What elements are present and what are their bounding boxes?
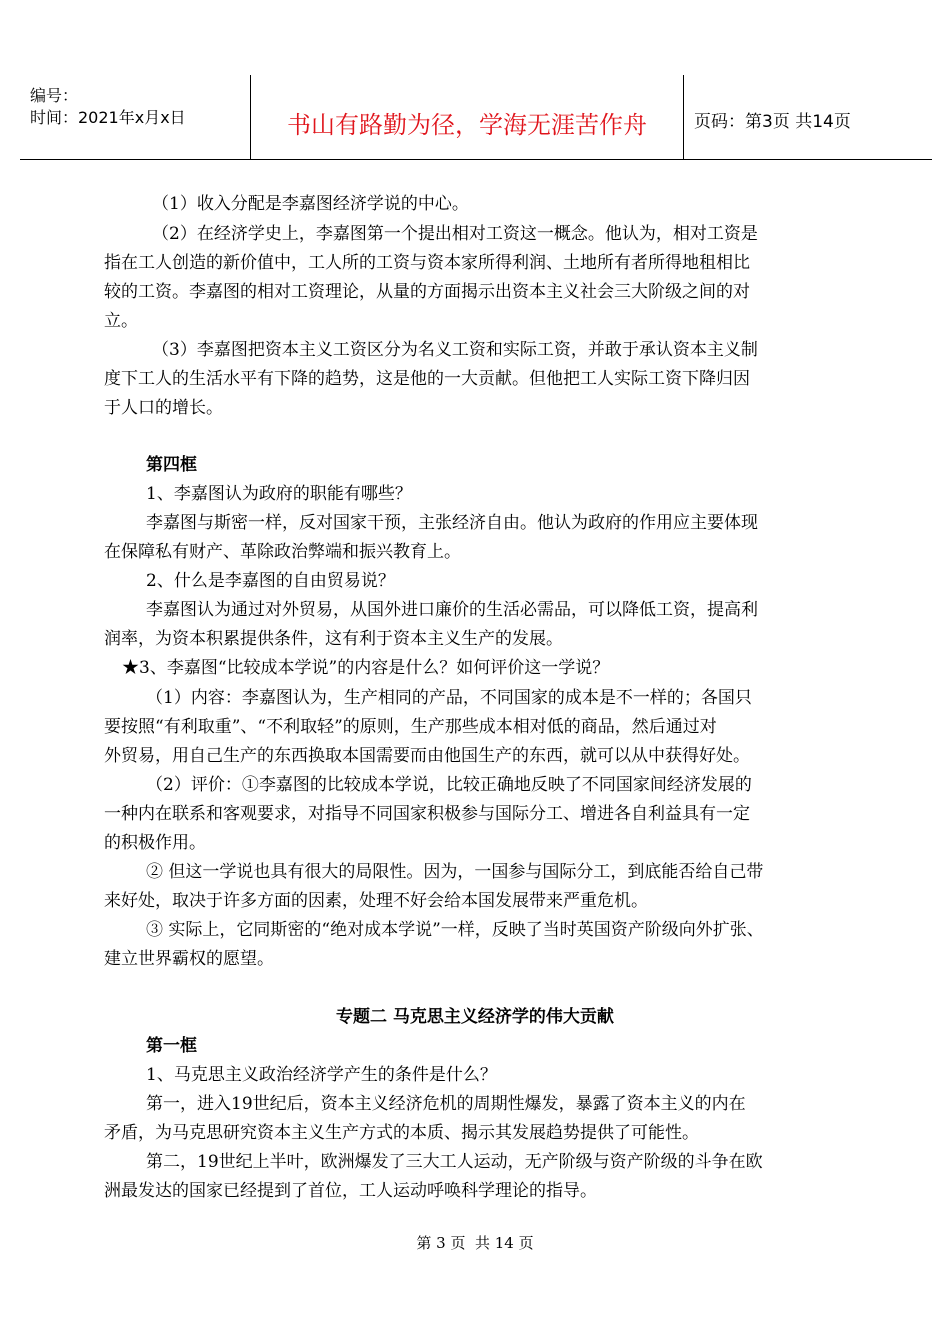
paragraph-line: 第一，进入19世纪后，资本主义经济危机的周期性爆发，暴露了资本主义的内在	[146, 1094, 746, 1114]
paragraph-line: 度下工人的生活水平有下降的趋势，这是他的一大贡献。但他把工人实际工资下降归因	[104, 369, 750, 389]
chapter-title: 专题二 马克思主义经济学的伟大贡献	[336, 1007, 614, 1027]
paragraph-line: 的积极作用。	[104, 833, 206, 853]
page-label: 页码：第3页 共14页	[694, 112, 851, 132]
paragraph-line: 润率，为资本积累提供条件，这有利于资本主义生产的发展。	[104, 629, 563, 649]
paragraph-line: 建立世界霸权的愿望。	[104, 949, 274, 969]
motto: 书山有路勤为径，学海无涯苦作舟	[287, 111, 647, 139]
paragraph-line: （3）李嘉图把资本主义工资区分为名义工资和实际工资，并敢于承认资本主义制	[152, 340, 758, 360]
paragraph-line: 矛盾，为马克思研究资本主义生产方式的本质、揭示其发展趋势提供了可能性。	[104, 1123, 699, 1143]
paragraph-line: 于人口的增长。	[104, 398, 223, 418]
section-heading: 第四框	[146, 455, 197, 475]
paragraph-line: 在保障私有财产、革除政治弊端和振兴教育上。	[104, 542, 461, 562]
paragraph-line: 立。	[104, 311, 138, 331]
paragraph-line: ③ 实际上，它同斯密的“绝对成本学说”一样，反映了当时英国资产阶级向外扩张、	[146, 920, 764, 940]
paragraph-line: （2）评价：①李嘉图的比较成本学说，比较正确地反映了不同国家间经济发展的	[146, 775, 752, 795]
paragraph-line: （1）收入分配是李嘉图经济学说的中心。	[152, 194, 469, 214]
paragraph-line: 李嘉图认为通过对外贸易，从国外进口廉价的生活必需品，可以降低工资，提高利	[146, 600, 758, 620]
paragraph-line: ② 但这一学说也具有很大的局限性。因为，一国参与国际分工，到底能否给自己带	[146, 862, 764, 882]
paragraph-line: 要按照“有利取重”、“不利取轻”的原则，生产那些成本相对低的商品，然后通过对	[104, 717, 717, 737]
question-line: 1、马克思主义政治经济学产生的条件是什么？	[146, 1065, 497, 1085]
paragraph-line: 来好处，取决于许多方面的因素，处理不好会给本国发展带来严重危机。	[104, 891, 648, 911]
section-heading: 第一框	[146, 1036, 197, 1056]
paragraph-line: （1）内容：李嘉图认为，生产相同的产品，不同国家的成本是不一样的；各国只	[146, 688, 752, 708]
paragraph-line: （2）在经济学史上，李嘉图第一个提出相对工资这一概念。他认为，相对工资是	[152, 224, 758, 244]
serial-label: 编号：	[30, 86, 79, 105]
header-motto-cell	[251, 75, 684, 159]
header-page-cell	[684, 75, 932, 159]
question-line: ★3、李嘉图“比较成本学说”的内容是什么？如何评价这一学说？	[122, 658, 610, 678]
paragraph-line: 较的工资。李嘉图的相对工资理论，从量的方面揭示出资本主义社会三大阶级之间的对	[104, 282, 750, 302]
paragraph-line: 洲最发达的国家已经提到了首位，工人运动呼唤科学理论的指导。	[104, 1181, 597, 1201]
header-info-cell	[20, 75, 251, 159]
paragraph-line: 李嘉图与斯密一样，反对国家干预，主张经济自由。他认为政府的作用应主要体现	[146, 513, 758, 533]
paragraph-line: 一种内在联系和客观要求，对指导不同国家积极参与国际分工、增进各自利益具有一定	[104, 804, 750, 824]
paragraph-line: 指在工人创造的新价值中，工人所的工资与资本家所得利润、土地所有者所得地租相比	[104, 253, 750, 273]
header-table	[20, 75, 932, 160]
question-line: 1、李嘉图认为政府的职能有哪些？	[146, 484, 412, 504]
date-label: 时间：2021年x月x日	[30, 108, 186, 127]
question-line: 2、什么是李嘉图的自由贸易说？	[146, 571, 395, 591]
paragraph-line: 外贸易，用自己生产的东西换取本国需要而由他国生产的东西，就可以从中获得好处。	[104, 746, 750, 766]
paragraph-line: 第二，19世纪上半叶，欧洲爆发了三大工人运动，无产阶级与资产阶级的斗争在欧	[146, 1152, 763, 1172]
page-footer: 第 3 页 共 14 页	[416, 1234, 534, 1252]
